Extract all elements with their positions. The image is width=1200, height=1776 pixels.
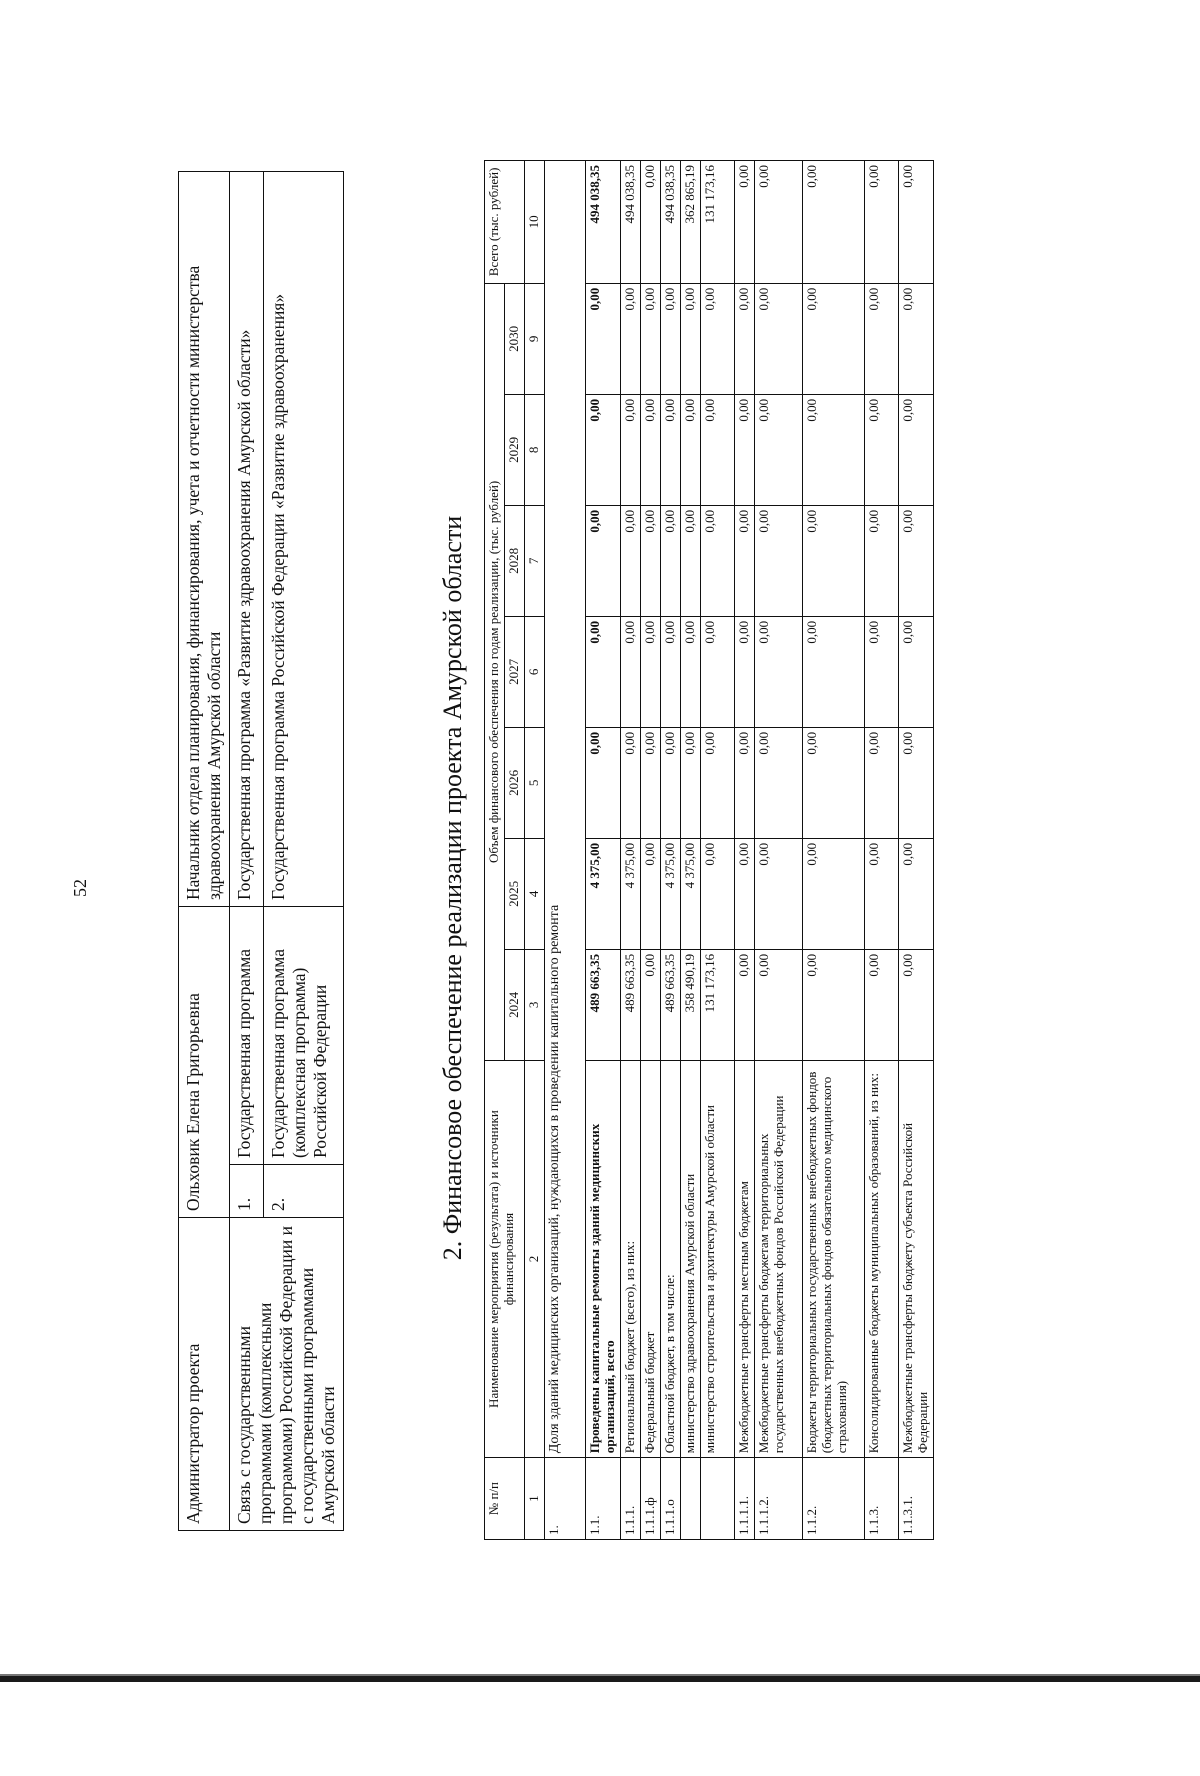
row-value: 0,00 [754,505,802,616]
finance-index-row [524,161,544,1540]
row-value: 0,00 [585,616,620,727]
row-value: 0,00 [754,283,802,394]
link-number: 1. [230,1165,264,1218]
row-number: 1.1.1.ф [640,1458,660,1540]
index-cell: 9 [524,283,544,394]
page-number: 52 [70,879,90,897]
finance-row [660,161,680,1540]
finance-row [640,161,660,1540]
row-value: 0,00 [680,727,700,838]
finance-row [864,161,898,1540]
row-value: 0,00 [585,283,620,394]
row-value: 0,00 [640,727,660,838]
finance-row [734,161,754,1540]
row-number: 1.1.2. [802,1458,864,1540]
row-value: 358 490,19 [680,949,700,1060]
row-value: 131 173,16 [700,949,734,1060]
row-value: 0,00 [680,505,700,616]
row-value: 0,00 [864,616,898,727]
row-value: 0,00 [754,838,802,949]
row-value: 0,00 [864,949,898,1060]
index-cell: 4 [524,838,544,949]
index-cell: 5 [524,727,544,838]
goal-number: 1. [544,1458,585,1540]
row-total: 494 038,35 [660,161,680,284]
project-info-table [178,171,344,1531]
finance-body [544,161,933,1540]
row-value: 0,00 [640,394,660,505]
row-value: 0,00 [585,394,620,505]
row-value: 0,00 [898,838,933,949]
finance-row [585,161,620,1540]
header-year: 2026 [504,727,524,838]
row-value: 0,00 [754,616,802,727]
row-value: 0,00 [802,394,864,505]
row-value: 0,00 [734,949,754,1060]
row-value: 0,00 [802,616,864,727]
row-value: 0,00 [864,727,898,838]
index-cell: 10 [524,161,544,284]
row-value: 0,00 [660,727,680,838]
row-value: 0,00 [640,838,660,949]
header-year: 2024 [504,949,524,1060]
row-value: 0,00 [898,727,933,838]
row-value: 0,00 [898,616,933,727]
row-value: 0,00 [734,616,754,727]
row-value: 0,00 [620,616,640,727]
row-value: 0,00 [680,616,700,727]
row-value: 0,00 [660,616,680,727]
row-value: 4 375,00 [660,838,680,949]
finance-table [484,160,934,1540]
header-num: № п/п [485,1458,525,1540]
info-row-admin [179,172,230,1531]
info-row-link-1 [230,172,264,1531]
scan-edge-artifact-shadow [0,1674,1200,1676]
row-value: 0,00 [734,505,754,616]
row-value: 0,00 [585,727,620,838]
row-value: 0,00 [640,283,660,394]
row-value: 0,00 [864,505,898,616]
finance-header-row [485,161,505,1540]
row-value: 0,00 [680,394,700,505]
index-cell: 1 [524,1458,544,1540]
row-name: Бюджеты территориальных государственных внебюджетных фондов (бюджетных территориальных фондов обязательного медицинского страхования) [802,1060,864,1457]
header-year: 2029 [504,394,524,505]
row-value: 489 663,35 [585,949,620,1060]
row-value: 4 375,00 [585,838,620,949]
row-total: 0,00 [898,161,933,284]
row-value: 0,00 [620,727,640,838]
row-total: 0,00 [802,161,864,284]
row-value: 0,00 [898,949,933,1060]
info-value-admin-position: Начальник отдела планирования, финансирования, учета и отчетности министерства здравоохранения Амурской области [179,172,230,907]
header-year: 2025 [504,838,524,949]
row-value: 0,00 [734,838,754,949]
row-value: 0,00 [802,838,864,949]
index-cell: 3 [524,949,544,1060]
row-value: 0,00 [660,505,680,616]
header-year: 2028 [504,505,524,616]
info-label-links: Связь с государственными программами (комплексными программами) Российской Федерации и с государственными программами Амурской области [230,1218,344,1531]
row-name: Межбюджетные трансферты бюджету субъекта Российской Федерации [898,1060,933,1457]
header-total: Всего (тыс. рублей) [485,161,525,284]
row-name: Региональный бюджет (всего), из них: [620,1060,640,1457]
goal-text: Доля зданий медицинских организаций, нуждающихся в проведении капитального ремонта [544,161,585,1458]
scan-edge-artifact [0,1676,1200,1682]
link-name: Государственная программа Российской Федерации «Развитие здравоохранения» [263,172,343,907]
row-value: 0,00 [640,505,660,616]
row-name: Проведены капитальные ремонты зданий медицинских организаций, всего [585,1060,620,1457]
header-years-group: Объем финансового обеспечения по годам реализации, (тыс. рублей) [485,283,505,1060]
row-total: 0,00 [734,161,754,284]
row-value: 0,00 [620,283,640,394]
row-number: 1.1.1.о [660,1458,680,1540]
row-name: Межбюджетные трансферты местным бюджетам [734,1060,754,1457]
finance-row [700,161,734,1540]
row-total: 131 173,16 [700,161,734,284]
row-total: 0,00 [754,161,802,284]
row-value: 0,00 [864,838,898,949]
row-total: 494 038,35 [620,161,640,284]
row-value: 0,00 [640,949,660,1060]
row-value: 0,00 [802,949,864,1060]
index-cell: 7 [524,505,544,616]
row-number: 1.1.1.1. [734,1458,754,1540]
finance-row [680,161,700,1540]
header-year: 2027 [504,616,524,727]
index-cell: 8 [524,394,544,505]
finance-row [754,161,802,1540]
row-value: 0,00 [734,283,754,394]
link-type: Государственная программа [230,907,264,1165]
row-total: 0,00 [864,161,898,284]
finance-row [802,161,864,1540]
row-name: министерство здравоохранения Амурской области [680,1060,700,1457]
row-name: Областной бюджет, в том числе: [660,1060,680,1457]
row-value: 0,00 [734,394,754,505]
row-value: 0,00 [754,949,802,1060]
finance-row [898,161,933,1540]
row-value: 0,00 [864,283,898,394]
row-value: 0,00 [898,283,933,394]
row-number: 1.1. [585,1458,620,1540]
row-name: Консолидированные бюджеты муниципальных образований, из них: [864,1060,898,1457]
row-name: министерство строительства и архитектуры Амурской области [700,1060,734,1457]
finance-row [620,161,640,1540]
info-label-admin: Администратор проекта [179,1218,230,1531]
index-cell: 6 [524,616,544,727]
row-number: 1.1.1.2. [754,1458,802,1540]
link-name: Государственная программа «Развитие здравоохранения Амурской области» [230,172,264,907]
row-value: 0,00 [802,283,864,394]
row-value: 489 663,35 [620,949,640,1060]
row-value: 0,00 [700,394,734,505]
row-value: 489 663,35 [660,949,680,1060]
header-year: 2030 [504,283,524,394]
row-value: 0,00 [700,283,734,394]
row-value: 0,00 [640,616,660,727]
row-number: 1.1.3.1. [898,1458,933,1540]
section-title: 2. Финансовое обеспечение реализации проекта Амурской области [438,515,467,1261]
goal-row [544,161,585,1540]
link-type: Государственная программа (комплексная программа) Российской Федерации [263,907,343,1165]
row-value: 0,00 [660,394,680,505]
row-value: 4 375,00 [620,838,640,949]
row-value: 0,00 [620,505,640,616]
row-value: 0,00 [700,838,734,949]
row-total: 362 865,19 [680,161,700,284]
row-value: 0,00 [802,727,864,838]
row-value: 0,00 [898,394,933,505]
row-number: 1.1.1. [620,1458,640,1540]
row-value: 0,00 [802,505,864,616]
row-value: 0,00 [700,505,734,616]
row-value: 0,00 [864,394,898,505]
row-value: 0,00 [754,394,802,505]
header-name: Наименование мероприятия (результата) и источники финансирования [485,1060,525,1457]
row-value: 0,00 [585,505,620,616]
row-value: 0,00 [734,727,754,838]
index-cell: 2 [524,1060,544,1457]
row-name: Межбюджетные трансферты бюджетам территориальных государственных внебюджетных фондов Российской Федерации [754,1060,802,1457]
row-value: 0,00 [620,394,640,505]
row-number: 1.1.3. [864,1458,898,1540]
row-number [700,1458,734,1540]
row-value: 0,00 [700,727,734,838]
row-total: 0,00 [640,161,660,284]
row-value: 0,00 [660,283,680,394]
row-value: 0,00 [754,727,802,838]
row-total: 494 038,35 [585,161,620,284]
info-value-admin-name: Ольховик Елена Григорьевна [179,907,230,1218]
row-value: 4 375,00 [680,838,700,949]
link-number: 2. [263,1165,343,1218]
row-number [680,1458,700,1540]
row-value: 0,00 [898,505,933,616]
row-value: 0,00 [680,283,700,394]
row-value: 0,00 [700,616,734,727]
row-name: Федеральный бюджет [640,1060,660,1457]
